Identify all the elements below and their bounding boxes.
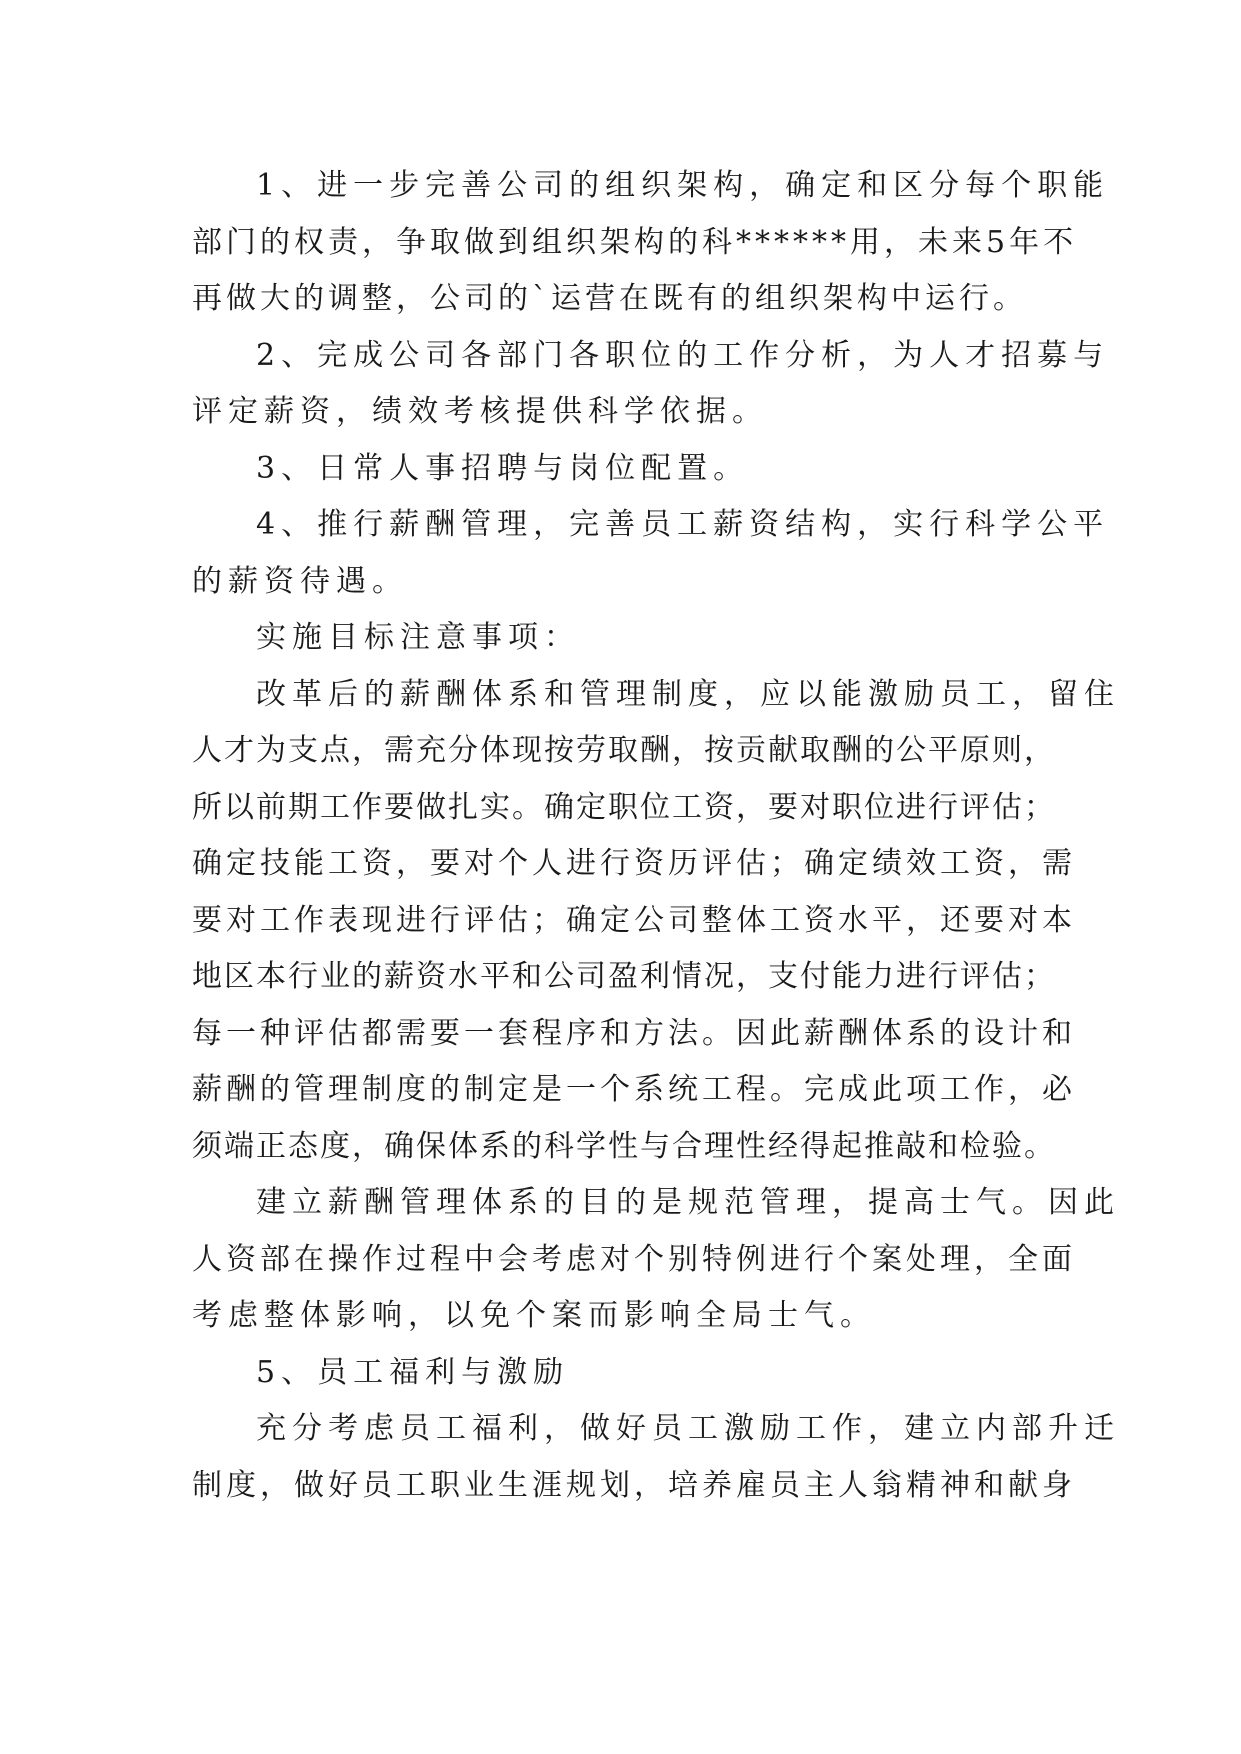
paragraph-item-7 [192,1175,1120,1345]
paragraph-line: 4、推行薪酬管理，完善员工薪资结构，实行科学公平 [256,507,1110,542]
paragraph-line: 1、进一步完善公司的组织架构，确定和区分每个职能 [256,168,1110,203]
document-body [192,158,1120,1514]
paragraph-line: 每一种评估都需要一套程序和方法。因此薪酬体系的设计和 [192,1015,1076,1051]
paragraph-line: 确定技能工资，要对个人进行资历评估；确定绩效工资，需 [192,846,1076,881]
paragraph-line: 要对工作表现进行评估；确定公司整体工资水平，还要对本 [192,902,1076,938]
paragraph-item-6 [192,667,1120,1176]
paragraph-line: 再做大的调整，公司的`运营在既有的组织架构中运行。 [192,281,1027,316]
paragraph-line: 薪酬的管理制度的制定是一个系统工程。完成此项工作，必 [192,1072,1076,1107]
paragraph-line: 部门的权责，争取做到组织架构的科******用，未来5年不 [192,224,1078,260]
paragraph-item-4 [192,497,1110,610]
paragraph-line: 5、员工福利与激励 [256,1354,570,1390]
paragraph-line: 充分考虑员工福利，做好员工激励工作，建立内部升迁 [256,1411,1120,1446]
paragraph-line: 须端正态度，确保体系的科学性与合理性经得起推敲和检验。 [192,1128,1056,1164]
paragraph-line: 制度，做好员工职业生涯规划，培养雇员主人翁精神和献身 [192,1467,1076,1503]
section-heading [192,1345,1050,1402]
paragraph-line: 改革后的薪酬体系和管理制度，应以能激励员工，留住 [256,676,1120,712]
paragraph-item-2 [192,328,1110,441]
paragraph-item-9 [192,1401,1120,1514]
paragraph-line: 的薪资待遇。 [192,563,408,599]
section-heading [192,610,1050,667]
paragraph-item-3 [192,441,1050,498]
paragraph-line: 2、完成公司各部门各职位的工作分析，为人才招募与 [256,337,1110,373]
paragraph-line: 考虑整体影响，以免个案而影响全局士气。 [192,1298,876,1333]
paragraph-line: 实施目标注意事项： [256,620,580,655]
paragraph-line: 评定薪资，绩效考核提供科学依据。 [192,394,768,429]
paragraph-item-1 [192,158,1110,328]
paragraph-line: 人才为支点，需充分体现按劳取酬，按贡献取酬的公平原则， [192,733,1056,768]
paragraph-line: 建立薪酬管理体系的目的是规范管理，提高士气。因此 [256,1185,1120,1220]
paragraph-line: 3、日常人事招聘与岗位配置。 [256,450,750,486]
paragraph-line: 人资部在操作过程中会考虑对个别特例进行个案处理，全面 [192,1241,1076,1277]
paragraph-line: 地区本行业的薪资水平和公司盈利情况，支付能力进行评估； [192,959,1056,994]
paragraph-line: 所以前期工作要做扎实。确定职位工资，要对职位进行评估； [192,789,1056,825]
